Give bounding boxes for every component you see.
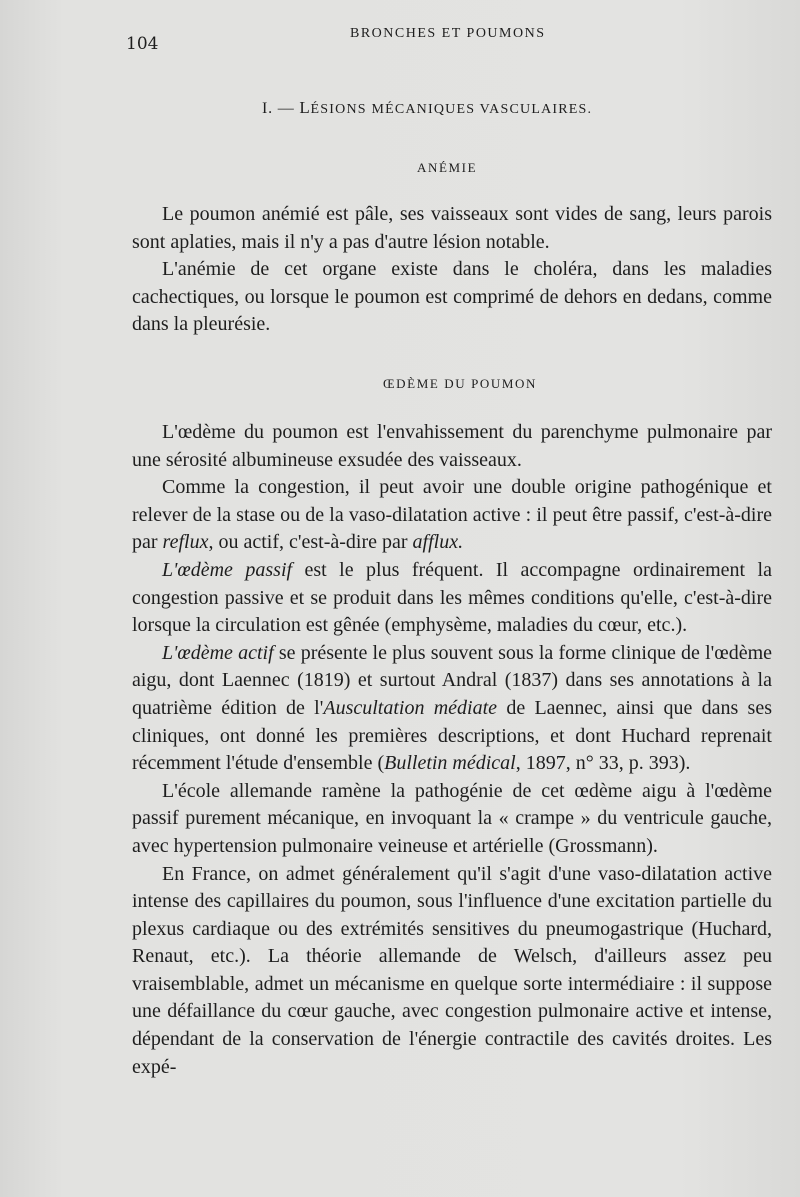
paragraph: L'anémie de cet organe existe dans le choléra, dans les maladies cachectiques, ou lorsque le poumon est comprimé de dehors en dedans, comme dans la pleurésie. [132,258,772,336]
oedeme-section [132,419,772,1081]
italic-run: L'œdème actif [162,641,274,664]
italic-run: Auscultation médiate [323,696,498,719]
section-title [262,98,592,118]
subhead-oedeme: ŒDÈME DU POUMON [383,376,538,391]
paragraph: L'école allemande ramène la pathogénie de cet œdème aigu à l'œdème passif purement mécanique, en invoquant la « crampe » du ventricule gauche, avec hypertension pulmonaire veineuse et artérielle (Grossmann). [132,779,772,857]
text-run: , 1897, n° 33, p. 393). [515,752,691,775]
page-number: 104 [126,34,159,54]
paragraph [132,640,772,778]
text-run: , ou actif, c'est-à-dire par [208,531,413,554]
paragraph: Le poumon anémié est pâle, ses vaisseaux sont vides de sang, leurs parois sont aplaties, mais il n'y a pas d'autre lésion notable. [132,203,772,253]
italic-run: reflux [162,531,209,554]
paragraph [132,557,772,640]
section-numeral: I. — [262,100,295,117]
italic-run: Bulletin médical [384,752,516,775]
paragraph: L'œdème du poumon est l'envahissement du parenchyme pulmonaire par une sérosité albumineuse exsudée des vaisseaux. [132,421,772,471]
text-run: est le plus fréquent. Il accompagne ordinairement la congestion passive et se produit dans les mêmes conditions qu'elle, c'est-à-dire lorsque la circulation est gênée (emphysème, maladies du cœur, etc.). [132,558,772,637]
paragraph: En France, on admet généralement qu'il s'agit d'une vaso-dilatation active intense des capillaires du poumon, sous l'influence d'une excitation partielle du plexus cardiaque ou des extrémités sensitives du pneumogastrique (Huchard, Renaut, etc.). La théorie allemande de Welsch, d'ailleurs assez peu vraisemblable, admet un mécanisme en quelque sorte intermédiaire : il suppose une défaillance du cœur gauche, avec congestion pulmonaire active et intense, dépendant de la conservation de l'énergie contractile des cavités droites. Les expé- [132,862,772,1078]
text-run: se présente le plus souvent sous la forme clinique de l'œdème aigu, dont Laennec (1819) et surtout Andral (1837) dans ses annotations à la quatrième édition de l' [132,641,773,719]
section-title-rest: ÉSIONS MÉCANIQUES VASCULAIRES. [310,102,593,117]
italic-run: L'œdème passif [162,558,293,581]
italic-run: afflux. [412,531,464,554]
subhead-anemie: ANÉMIE [417,160,478,175]
text-run: Comme la congestion, il peut avoir une double origine pathogénique et relever de la stase ou de la vaso-dilatation active : il peut être passif, c'est-à-dire par [132,476,772,554]
paragraph [132,474,772,557]
anemie-section [132,201,772,339]
running-title: BRONCHES ET POUMONS [350,26,546,41]
page-header [0,26,800,56]
text-run: de Laennec, ainsi que dans ses cliniques, ont donné les premières descriptions, et dont Huchard reprenait récemment l'étude d'ensemble ( [132,696,773,775]
section-title-initial: L [299,98,311,117]
